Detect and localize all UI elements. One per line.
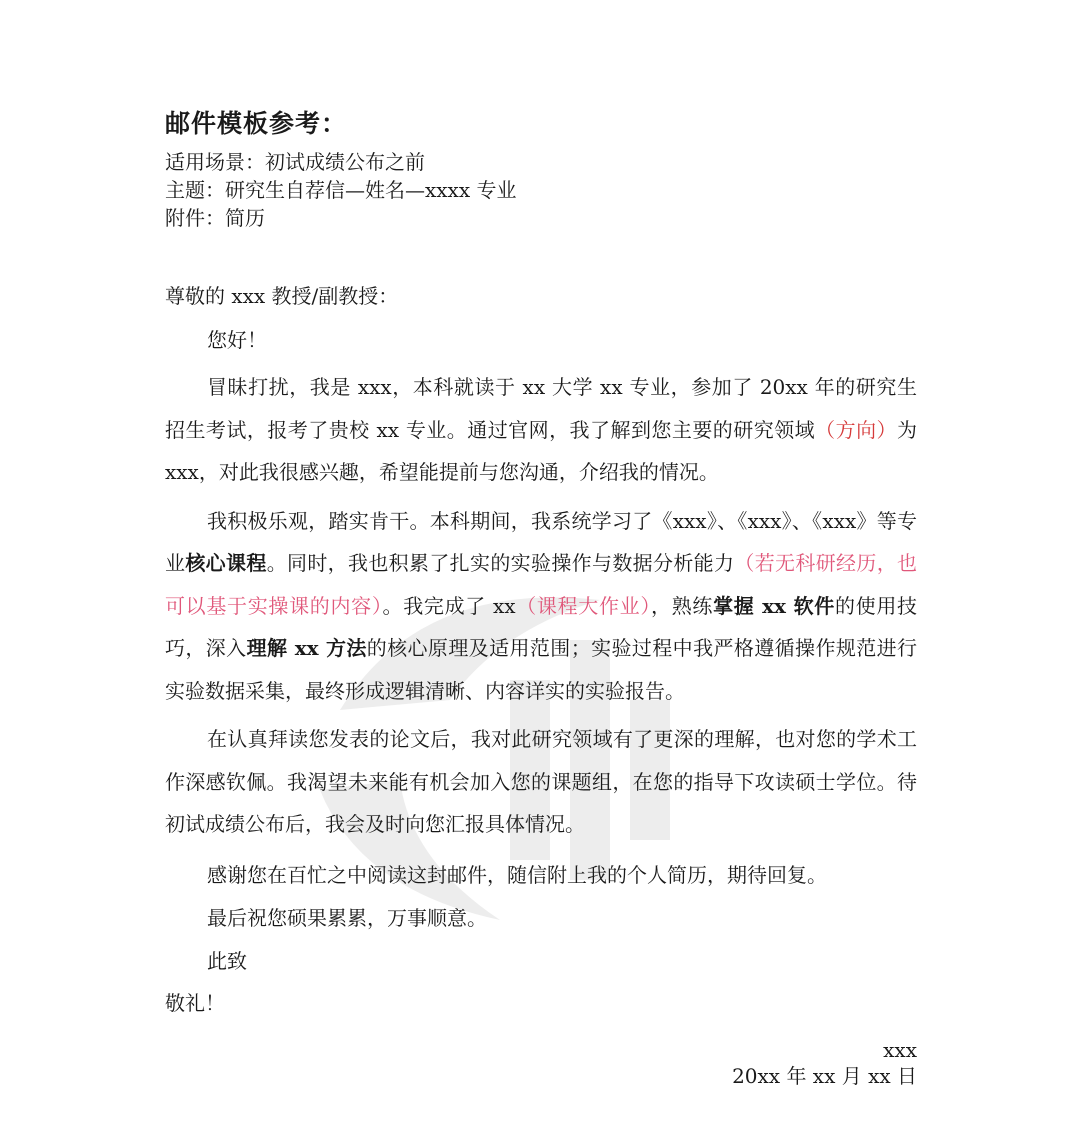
closing-cizhi: 此致 bbox=[207, 948, 247, 973]
scene-line: 适用场景：初试成绩公布之前 bbox=[165, 150, 425, 174]
paragraph-thanks: 感谢您在百忙之中阅读这封邮件，随信附上我的个人简历，期待回复。 bbox=[207, 862, 827, 887]
p2-text-e: 的使用技巧，深入 bbox=[165, 593, 918, 660]
subject-line: 主题：研究生自荐信—姓名—xxxx 专业 bbox=[165, 178, 517, 202]
greeting: 您好！ bbox=[207, 328, 267, 352]
p2-text-a: 我积极乐观，踏实肯干。本科期间，我系统学习了《xxx》、《xxx》、《xxx》等专业 bbox=[165, 508, 917, 575]
p2-text-c: 。我完成了 xx bbox=[382, 593, 516, 618]
attachment-line: 附件：简历 bbox=[165, 206, 265, 230]
p2-text-f: 的核心原理及适用范围；实验过程中我严格遵循操作规范进行实验数据采集，最终形成逻辑清晰、内容详实的实验报告。 bbox=[165, 636, 918, 703]
paragraph-experience bbox=[165, 500, 917, 713]
p2-text-d: ，熟练 bbox=[651, 593, 714, 618]
p2-bold-core-courses: 核心课程 bbox=[185, 551, 267, 575]
letter-document bbox=[165, 104, 917, 1089]
signer-name: xxx bbox=[883, 1037, 917, 1062]
letter-date: 20xx 年 xx 月 xx 日 bbox=[732, 1063, 917, 1088]
p2-bold-method: 理解 xx 方法 bbox=[246, 636, 367, 660]
p2-note-lab: （若无科研经历，也可以基于实操课的内容） bbox=[165, 551, 918, 618]
salutation: 尊敬的 xxx 教授/副教授： bbox=[165, 284, 399, 308]
p2-text-b: 。同时，我也积累了扎实的实验操作与数据分析能力 bbox=[266, 551, 735, 575]
paragraph-aspiration: 在认真拜读您发表的论文后，我对此研究领域有了更深的理解，也对您的学术工作深感钦佩。我渴望未来能有机会加入您的课题组，在您的指导下攻读硕士学位。待初试成绩公布后，我会及时向您汇报具体情况。 bbox=[165, 727, 917, 836]
closing-jingli: 敬礼！ bbox=[165, 990, 225, 1015]
p2-bold-software: 掌握 xx 软件 bbox=[713, 593, 835, 618]
p1-text-a: 冒昧打扰，我是 xxx，本科就读于 xx 大学 xx 专业，参加了 20xx 年的研究生招生考试，报考了贵校 xx 专业。通过官网，我了解到您主要的研究领域 bbox=[165, 375, 917, 442]
p2-note-assignment: （课程大作业） bbox=[515, 593, 652, 618]
p1-text-b: 为 xxx，对此我很感兴趣，希望能提前与您沟通，介绍我的情况。 bbox=[165, 417, 917, 484]
document-title: 邮件模板参考： bbox=[165, 109, 348, 138]
paragraph-introduction bbox=[165, 366, 917, 494]
p1-highlight-direction: （方向） bbox=[815, 417, 897, 442]
paragraph-wishes: 最后祝您硕果累累，万事顺意。 bbox=[207, 905, 487, 930]
